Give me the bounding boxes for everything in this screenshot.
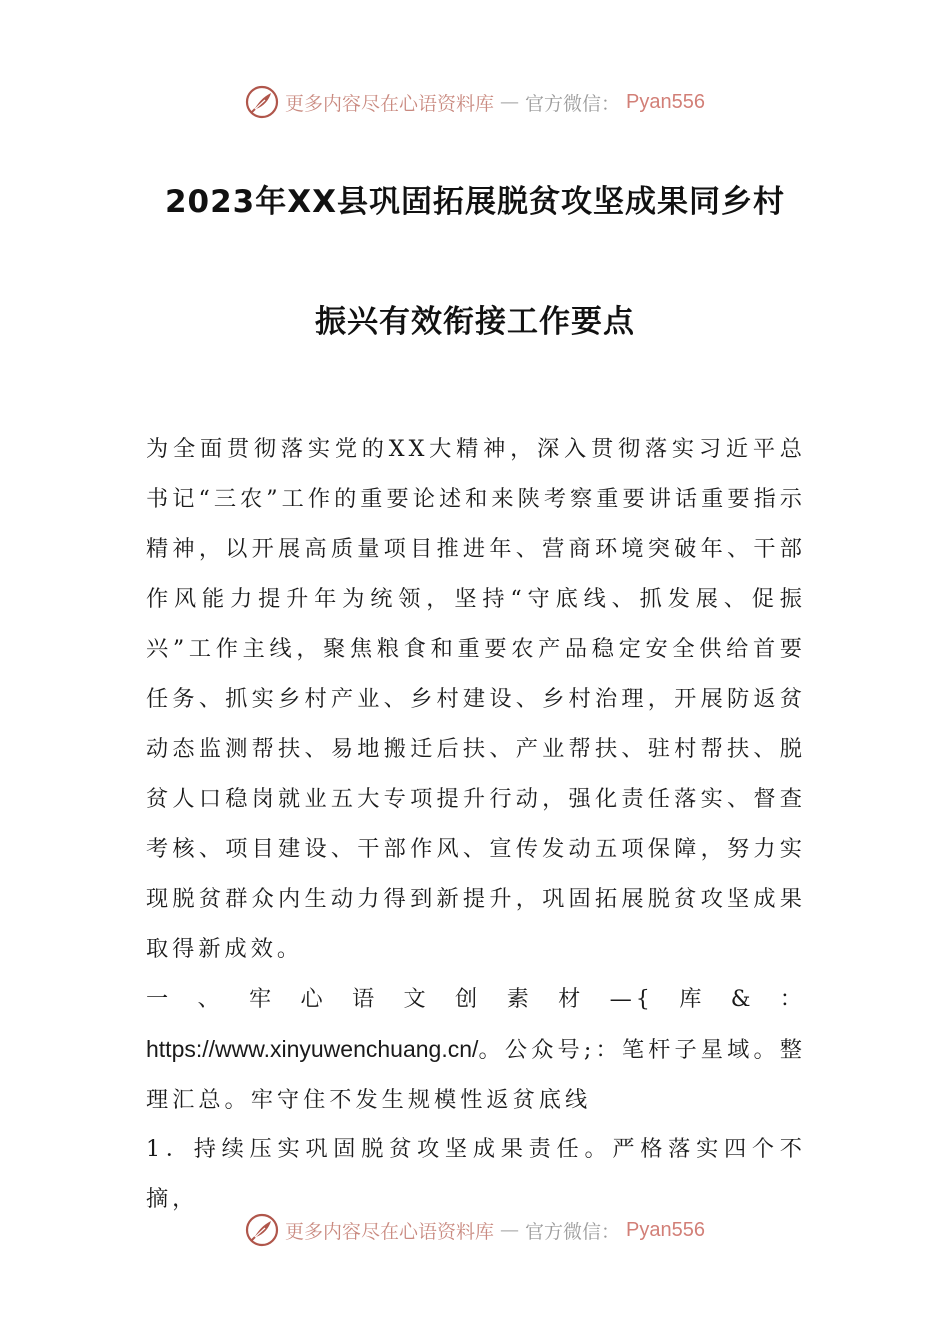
- section-heading-rest: 。公众号;：笔杆子星域。整理汇总。牢守住不发生规模性返贫底线: [146, 1037, 806, 1113]
- document-title-line-2: 振兴有效衔接工作要点: [315, 304, 635, 340]
- document-title-line-1: 2023年XX县巩固拓展脱贫攻坚成果同乡村: [164, 184, 786, 220]
- watermark-wechat-id: Pyan556: [626, 90, 705, 113]
- list-item-1: 1．持续压实巩固脱贫攻坚成果责任。严格落实四个不摘，: [146, 1136, 806, 1212]
- watermark-wechat-id: Pyan556: [626, 1218, 705, 1241]
- header-watermark: [0, 82, 950, 122]
- footer-watermark: [0, 1210, 950, 1250]
- watermark-text: 更多内容尽在心语资料库: [285, 1220, 495, 1243]
- section-heading-prefix: 一、牢心语文创素材—{库&：: [146, 986, 806, 1012]
- quill-pen-icon: [245, 85, 279, 119]
- section-heading-1: [146, 974, 806, 1125]
- intro-paragraph: 为全面贯彻落实党的XX大精神，深入贯彻落实习近平总书记“三农”工作的重要论述和来陕考察重要讲话重要指示精神，以开展高质量项目推进年、营商环境突破年、干部作风能力提升年为统领，坚持“守底线、抓发展、促振兴”工作主线，聚焦粮食和重要农产品稳定安全供给首要任务、抓实乡村产业、乡村建设、乡村治理，开展防返贫动态监测帮扶、易地搬迁后扶、产业帮扶、驻村帮扶、脱贫人口稳岗就业五大专项提升行动，强化责任落实、督查考核、项目建设、干部作风、宣传发动五项保障，努力实现脱贫群众内生动力得到新提升，巩固拓展脱贫攻坚成果取得新成效。: [146, 436, 806, 962]
- quill-pen-icon: [245, 1213, 279, 1247]
- watermark-text: 更多内容尽在心语资料库: [285, 92, 495, 115]
- watermark-separator: —: [500, 1219, 520, 1241]
- watermark-label: 官方微信：: [525, 1220, 621, 1243]
- section-heading-url: https://www.xinyuwenchuang.cn/: [146, 1036, 479, 1062]
- watermark-separator: —: [500, 91, 520, 113]
- watermark-label: 官方微信：: [525, 92, 621, 115]
